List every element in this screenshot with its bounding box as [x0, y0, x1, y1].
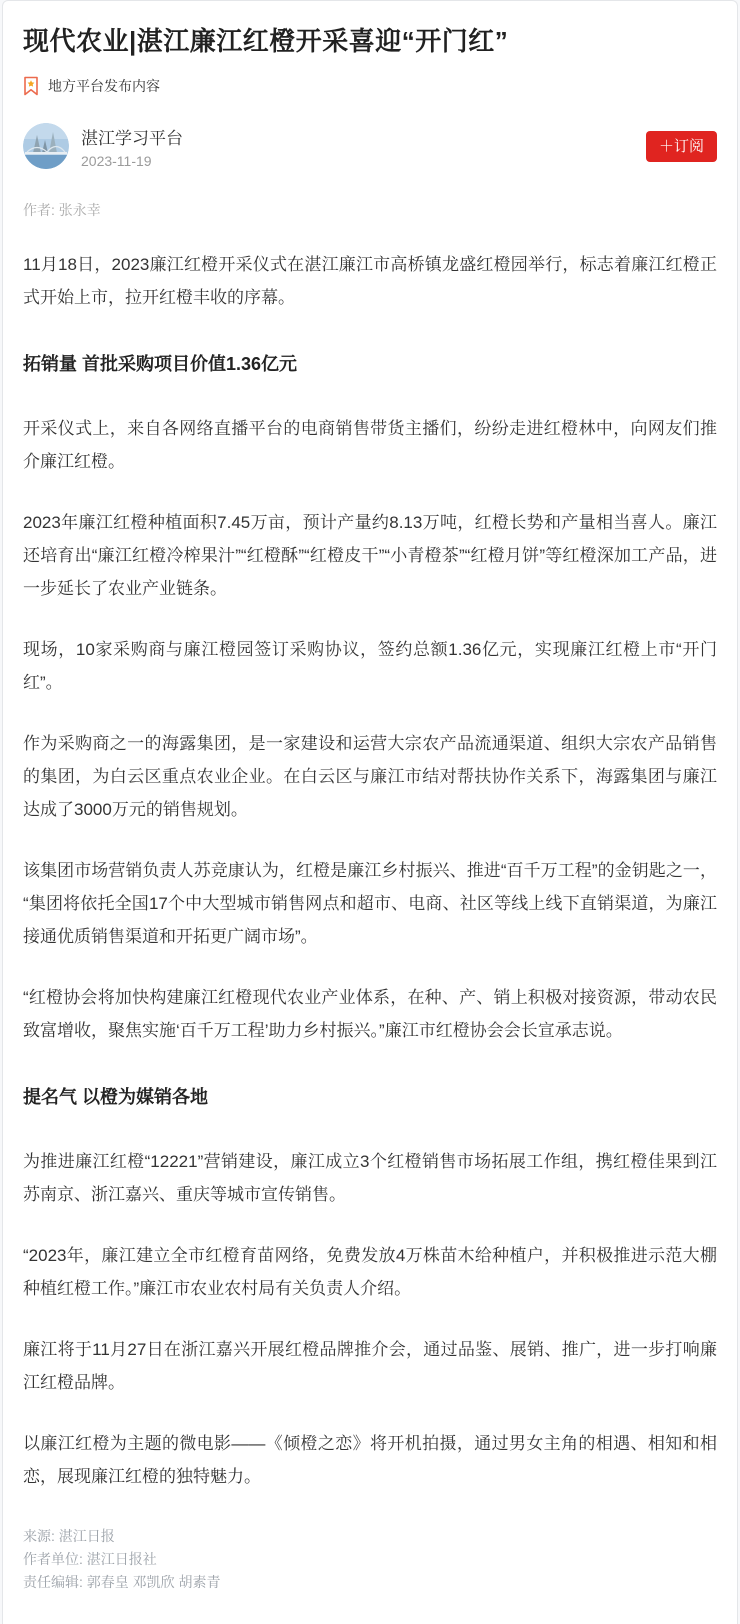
section-heading: 提名气 以橙为媒销各地	[23, 1087, 208, 1107]
paragraph: 以廉江红橙为主题的微电影——《倾橙之恋》将开机拍摄，通过男女主角的相遇、相知和相恋，展现廉江红橙的独特魅力。	[23, 1434, 717, 1486]
paragraph: 该集团市场营销负责人苏竞康认为，红橙是廉江乡村振兴、推进“百千万工程”的金钥匙之一，“集团将依托全国17个中大型城市销售网点和超市、电商、社区等线上线下直销渠道，为廉江接通优质销售渠道和开拓更广阔市场”。	[23, 861, 717, 946]
publisher-info	[81, 124, 183, 169]
paragraph: 作为采购商之一的海露集团，是一家建设和运营大宗农产品流通渠道、组织大宗农产品销售的集团，为白云区重点农业企业。在白云区与廉江市结对帮扶协作关系下，海露集团与廉江达成了3000万元的销售规划。	[23, 734, 717, 819]
paragraph: 现场，10家采购商与廉江橙园签订采购协议，签约总额1.36亿元，实现廉江红橙上市“开门红”。	[23, 640, 717, 692]
platform-badge	[23, 76, 717, 96]
editors-line: 责任编辑: 郭春皇 邓凯欣 胡素青	[23, 1574, 221, 1590]
article-meta-footer	[23, 1525, 717, 1594]
publisher-name[interactable]: 湛江学习平台	[81, 128, 183, 148]
paragraph: 11月18日，2023廉江红橙开采仪式在湛江廉江市高桥镇龙盛红橙园举行，标志着廉江红橙正式开始上市，拉开红橙丰收的序幕。	[23, 255, 717, 307]
page-title: 现代农业|湛江廉江红橙开采喜迎“开门红”	[23, 26, 509, 56]
platform-badge-label: 地方平台发布内容	[48, 78, 160, 94]
subscribe-button[interactable]: ＋订阅	[646, 131, 717, 162]
article-body	[23, 248, 717, 1493]
paragraph: 廉江将于11月27日在浙江嘉兴开展红橙品牌推介会，通过品鉴、展销、推广，进一步打响廉江红橙品牌。	[23, 1340, 717, 1392]
section-heading: 拓销量 首批采购项目价值1.36亿元	[23, 354, 298, 374]
paragraph: 2023年廉江红橙种植面积7.45万亩，预计产量约8.13万吨，红橙长势和产量相当喜人。廉江还培育出“廉江红橙冷榨果汁”“红橙酥”“红橙皮干”“小青橙茶”“红橙月饼”等红橙深加工产品，进一步延长了农业产业链条。	[23, 513, 717, 598]
publish-date: 2023-11-19	[81, 152, 152, 169]
author-unit-line: 作者单位: 湛江日报社	[23, 1551, 157, 1567]
source-line: 来源: 湛江日报	[23, 1528, 115, 1544]
paragraph: 开采仪式上，来自各网络直播平台的电商销售带货主播们，纷纷走进红橙林中，向网友们推介廉江红橙。	[23, 419, 717, 471]
paragraph: “2023年，廉江建立全市红橙育苗网络，免费发放4万株苗木给种植户，并积极推进示范大棚种植红橙工作。”廉江市农业农村局有关负责人介绍。	[23, 1246, 717, 1298]
bookmark-star-icon	[23, 76, 39, 96]
publisher-avatar[interactable]	[23, 123, 69, 169]
paragraph: 为推进廉江红橙“12221”营销建设，廉江成立3个红橙销售市场拓展工作组，携红橙佳果到江苏南京、浙江嘉兴、重庆等城市宣传销售。	[23, 1152, 717, 1204]
article-card	[2, 0, 738, 1624]
paragraph: “红橙协会将加快构建廉江红橙现代农业产业体系，在种、产、销上积极对接资源，带动农民致富增收，聚焦实施‘百千万工程’助力乡村振兴。”廉江市红橙协会会长宣承志说。	[23, 988, 717, 1040]
author-line: 作者: 张永幸	[23, 202, 101, 218]
publisher-row	[23, 123, 717, 169]
